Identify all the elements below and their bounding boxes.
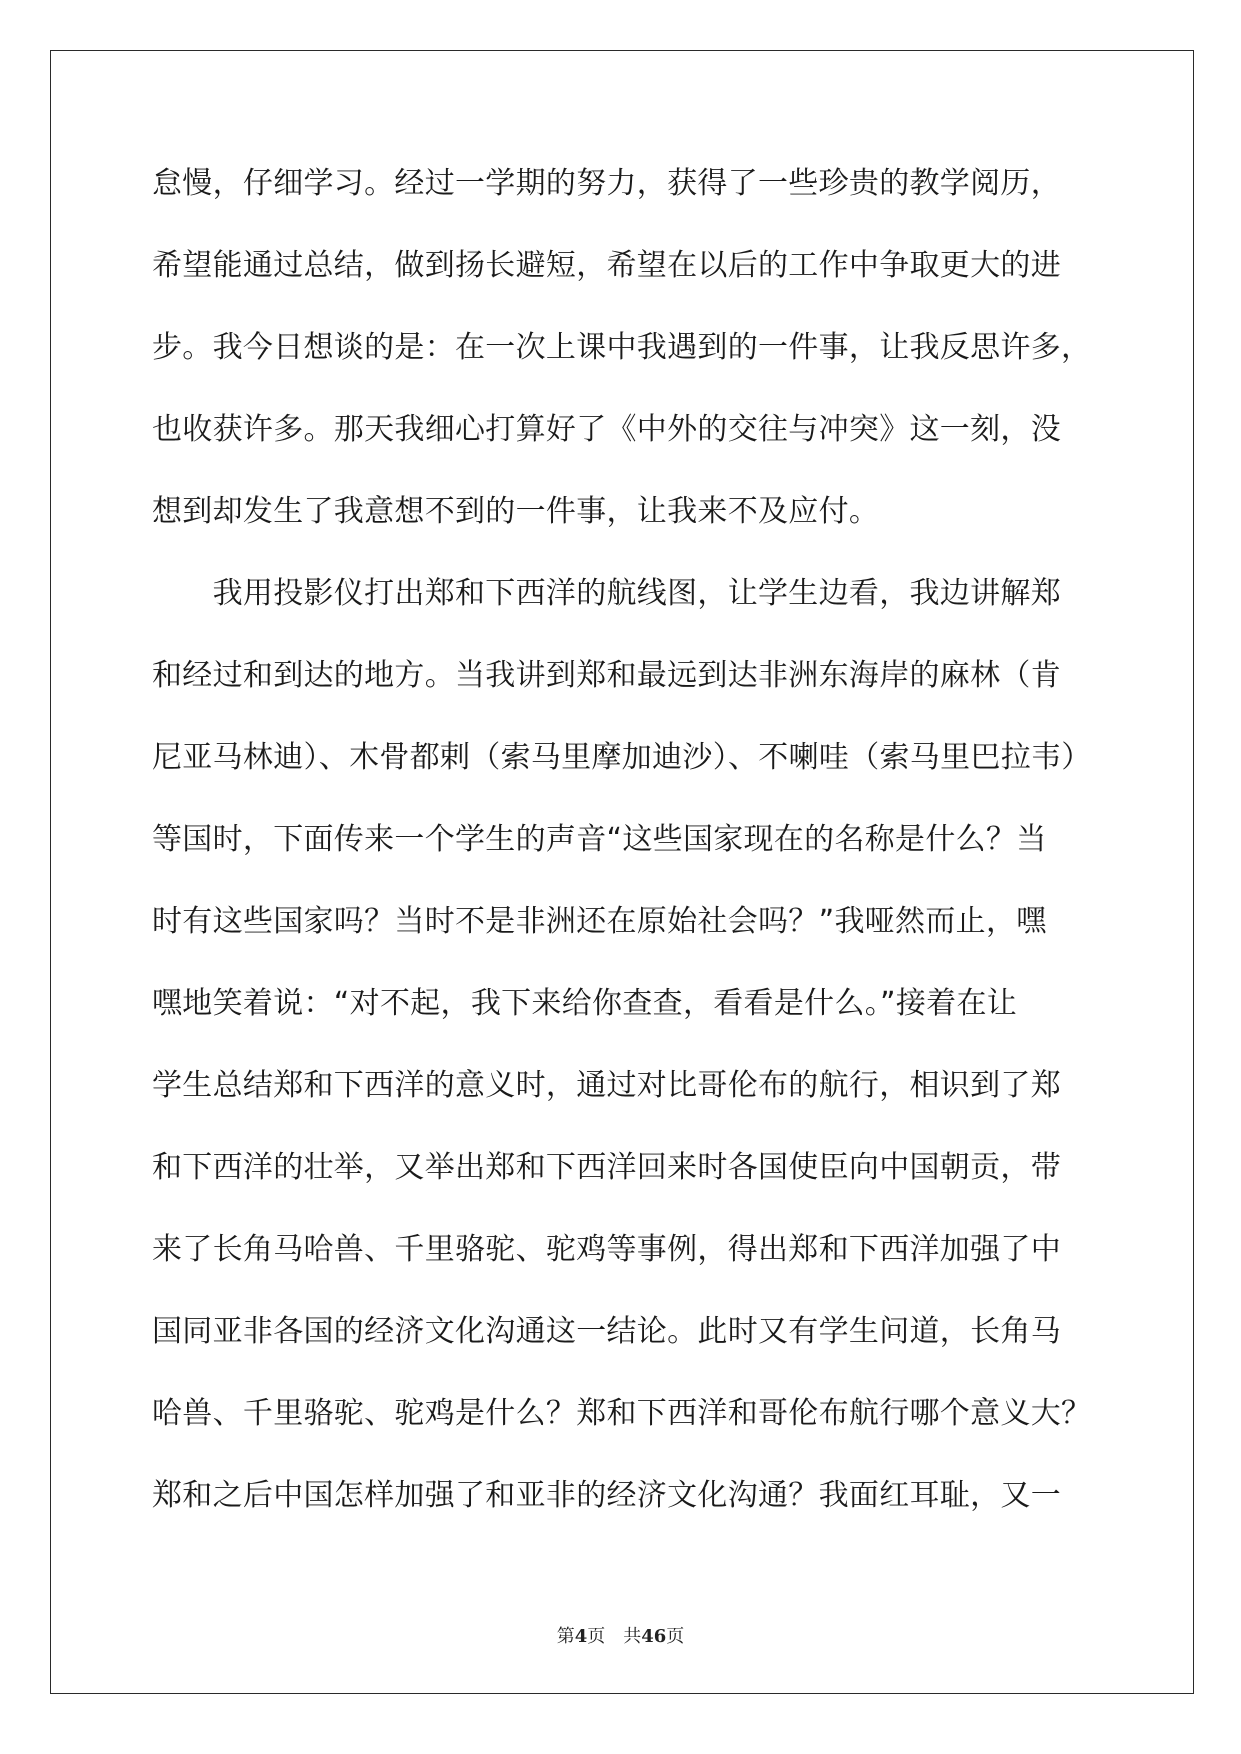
total-page-count: 46 (641, 1626, 667, 1647)
text-line: 等国时，下面传来一个学生的声音“这些国家现在的名称是什么？当 (152, 822, 1047, 857)
text-line: 希望能通过总结，做到扬长避短，希望在以后的工作中争取更大的进 (152, 248, 1061, 283)
text-line: 和下西洋的壮举，又举出郑和下西洋回来时各国使臣向中国朝贡，带 (152, 1150, 1061, 1185)
text-line: 哈兽、千里骆驼、驼鸡是什么？郑和下西洋和哥伦布航行哪个意义大？ (152, 1396, 1092, 1431)
page-suffix: 页 (587, 1626, 606, 1647)
current-page-number: 4 (574, 1626, 588, 1647)
text-line: 尼亚马林迪）、木骨都剌（索马里摩加迪沙）、不喇哇（索马里巴拉韦） (152, 740, 1092, 775)
text-line: 想到却发生了我意想不到的一件事，让我来不及应付。 (152, 494, 880, 529)
text-line: 和经过和到达的地方。当我讲到郑和最远到达非洲东海岸的麻林（肯 (152, 658, 1061, 693)
page-footer (0, 1625, 1241, 1649)
text-line: 怠慢，仔细学习。经过一学期的努力，获得了一些珍贵的教学阅历， (152, 166, 1061, 201)
total-prefix: 共 (623, 1626, 642, 1647)
text-line: 国同亚非各国的经济文化沟通这一结论。此时又有学生问道，长角马 (152, 1314, 1061, 1349)
total-suffix: 页 (666, 1626, 685, 1647)
document-body (152, 144, 1092, 1538)
text-line: 也收获许多。那天我细心打算好了《中外的交往与冲突》这一刻，没 (152, 412, 1061, 447)
text-line: 我用投影仪打出郑和下西洋的航线图，让学生边看，我边讲解郑 (152, 576, 1061, 611)
page-prefix: 第 (556, 1626, 575, 1647)
text-line: 时有这些国家吗？当时不是非洲还在原始社会吗？”我哑然而止，嘿 (152, 904, 1047, 939)
text-line: 学生总结郑和下西洋的意义时，通过对比哥伦布的航行，相识到了郑 (152, 1068, 1061, 1103)
text-line: 郑和之后中国怎样加强了和亚非的经济文化沟通？我面红耳耻，又一 (152, 1478, 1061, 1513)
text-line: 步。我今日想谈的是：在一次上课中我遇到的一件事，让我反思许多， (152, 330, 1092, 365)
text-line: 来了长角马哈兽、千里骆驼、驼鸡等事例，得出郑和下西洋加强了中 (152, 1232, 1061, 1267)
text-line: 嘿地笑着说：“对不起，我下来给你查查，看看是什么。”接着在让 (152, 986, 1018, 1021)
